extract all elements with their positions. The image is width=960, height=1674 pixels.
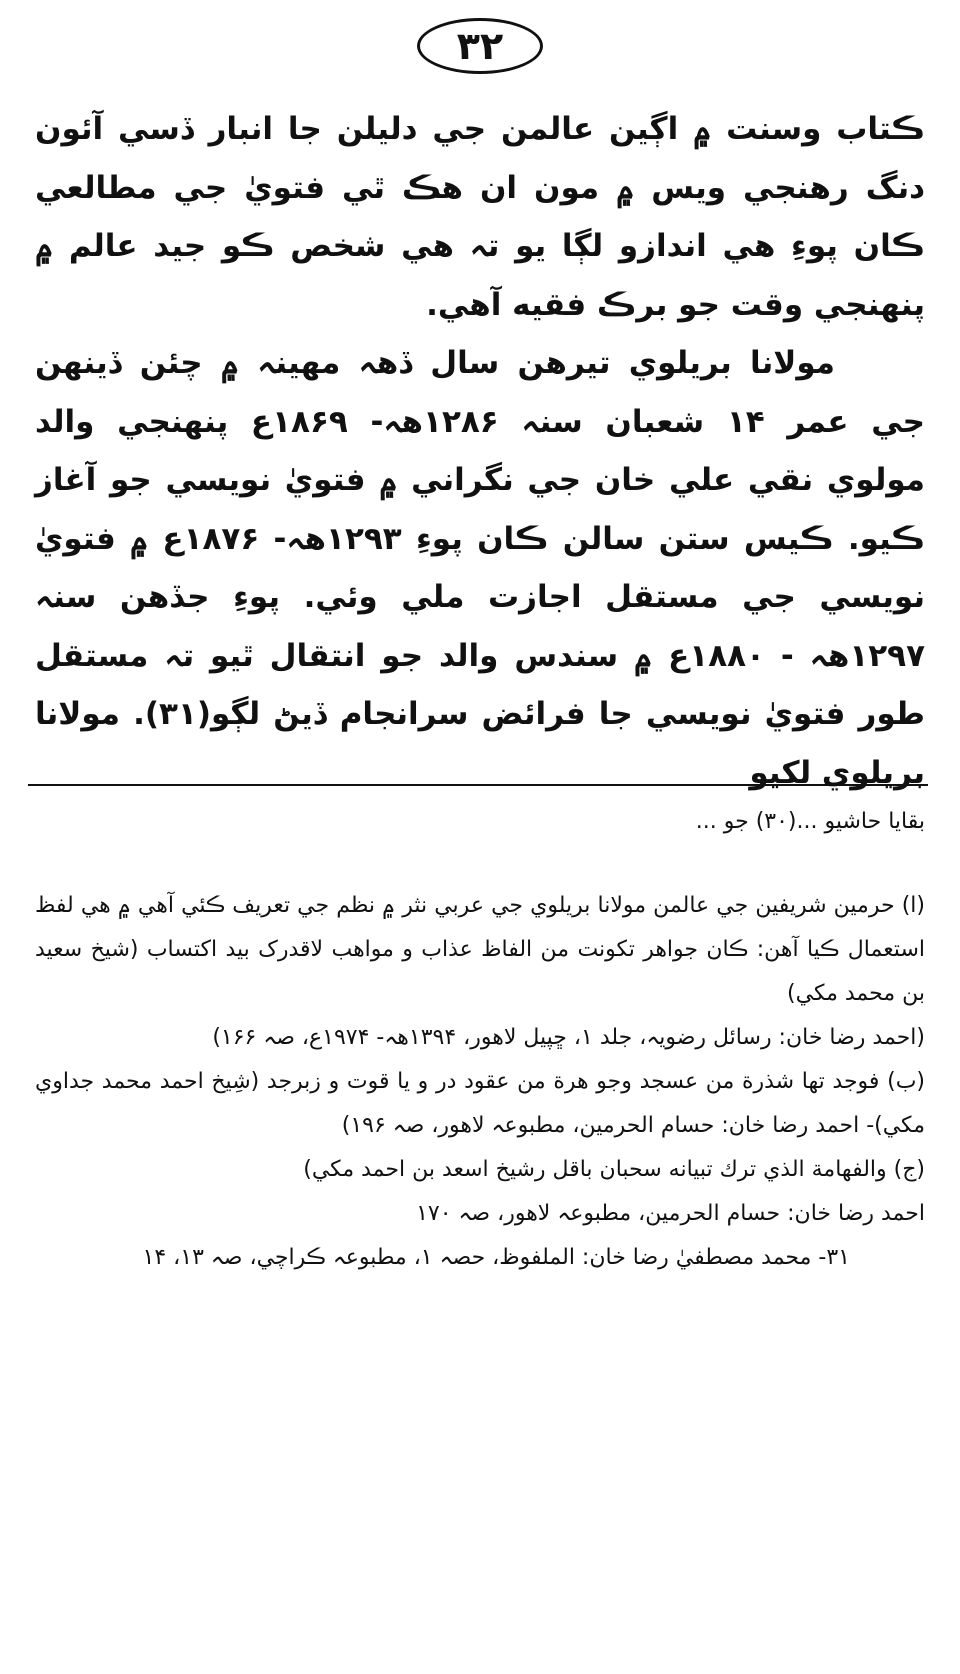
footnote-c: (ج) والفهامة الذي ترك تبيانه سحبان باقل رشيخ اسعد بن احمد مكي) [303,1157,925,1182]
footnote-continued: بقايا حاشيو ...(۳۰) جو ... [695,809,925,834]
body-paragraph-1: ڪتاب وسنت ۾ اڳين عالمن جي دليلن جا انبار ڏسي آئون دنگ رهنجي ويس ۾ مون ان هڪ ٿي فتويٰ جي مطالعي ڪان پوءِ هي اندازو لڳا يو تہ هي شخص ڪو جيد عالم ۾ پنهنجي وقت جو برڪ فقيه آهي. [35,111,925,323]
footnote-c-reference: احمد رضا خان: حسام الحرمين، مطبوعہ لاهور، صہ ۱۷۰ [416,1201,925,1226]
footnotes-section [35,800,925,1280]
page-number-container [0,18,960,74]
main-body-text [35,100,925,802]
footnote-a: (ا) حرمين شريفين جي عالمن مولانا بريلوي جي عربي نثر ۾ نظم جي تعريف ڪئي آهي ۾ هي لفظ استعمال ڪيا آهن: ڪان جواهر تكونت من الفاظ عذاب و مواهب لاقدرک بيد اكتساب (شيخ سعيد بن محمد مكي) [35,893,925,1006]
footnote-b: (ب) فوجد تها شذرة من عسجد وجو هرة من عقود در و يا قوت و زبرجد (شِيخ احمد محمد جداوي مكي)- احمد رضا خان: حسام الحرمين، مطبوعہ لاهور، صہ ۱۹۶) [35,1069,925,1138]
body-paragraph-2: مولانا بريلوي تيرهن سال ڏهہ مهينہ ۾ چئن ڏينهن جي عمر ۱۴ شعبان سنہ ۱۲۸۶هہ- ۱۸۶۹ع پنهنجي والد مولوي نقي علي خان جي نگراني ۾ فتويٰ نويسي جو آغاز ڪيو. ڪيس ستن سالن ڪان پوءِ ۱۲۹۳هہ- ۱۸۷۶ع ۾ فتويٰ نويسي جي مستقل اجازت ملي وئي. پوءِ جڏهن سنہ ۱۲۹۷هہ - ۱۸۸۰ع ۾ سندس والد جو انتقال ٿيو تہ مستقل طور فتويٰ نويسي جا فرائض سرانجام ڏيڻ لڳو(۳۱). مولانا بريلوي لکيو [35,345,926,791]
footnote-a-reference: (احمد رضا خان: رسائل رضويہ، جلد ۱، ڇپيل لاهور، ۱۳۹۴هہ- ۱۹۷۴ع، صہ ۱۶۶) [212,1025,925,1050]
footnote-divider [28,784,928,786]
footnote-31: ۳۱- محمد مصطفيٰ رضا خان: الملفوظ، حصہ ۱، مطبوعہ ڪراچي، صہ ۱۳، ۱۴ [142,1245,850,1270]
page-number: ۳۲ [417,18,543,74]
footnote-spacer [35,844,925,884]
